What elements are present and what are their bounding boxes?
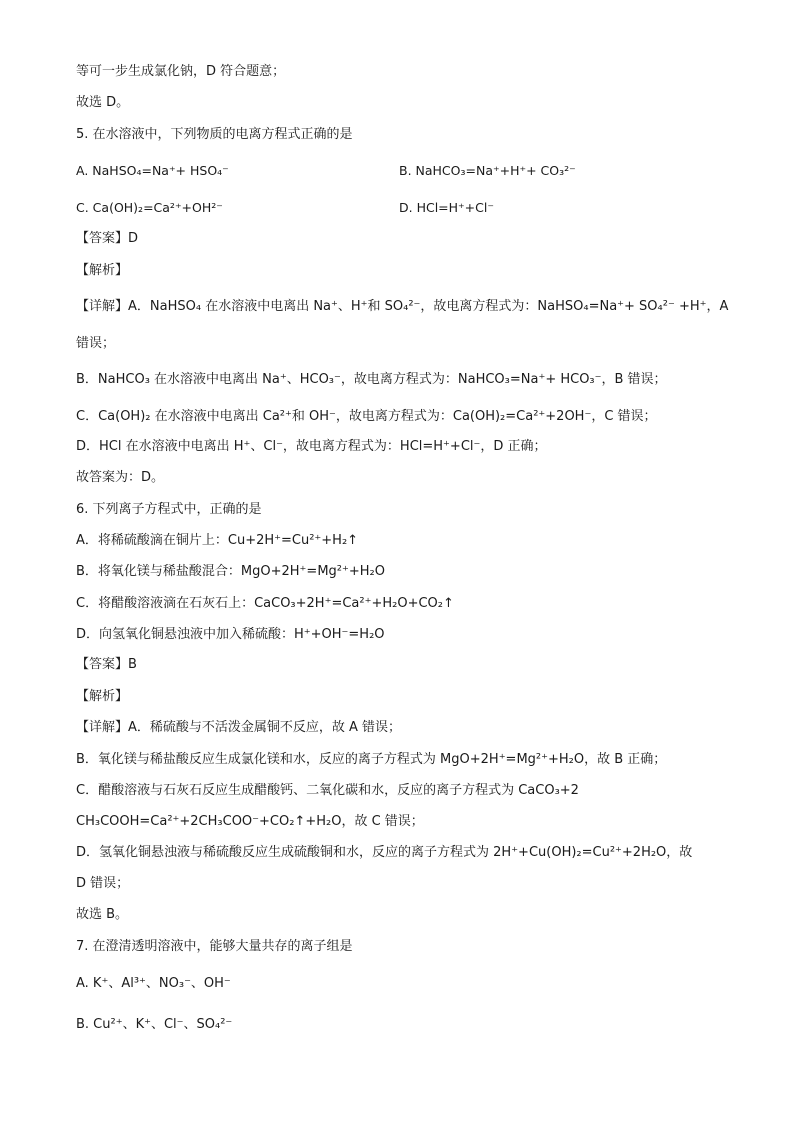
question-5-detail: 故答案为：D。 [76, 470, 165, 485]
question-7-option-a: A. K⁺、Al³⁺、NO₃⁻、OH⁻ [76, 976, 231, 991]
question-6-option-c: C．将醋酸溶液滴在石灰石上：CaCO₃+2H⁺=Ca²⁺+H₂O+CO₂↑ [76, 596, 454, 611]
question-6-detail: D．氢氧化铜悬浊液与稀硫酸反应生成硫酸铜和水，反应的离子方程式为 2H⁺+Cu(OH)₂=Cu²⁺+2H₂O，故 [76, 845, 693, 860]
question-6-option-d: D．向氢氧化铜悬浊液中加入稀硫酸：H⁺+OH⁻=H₂O [76, 627, 385, 642]
question-6-detail: D 错误； [76, 876, 130, 891]
question-7-stem: 7. 在澄清透明溶液中，能够大量共存的离子组是 [76, 939, 353, 954]
question-6-answer: 【答案】B [76, 657, 137, 672]
question-6-analysis-heading: 【解析】 [76, 689, 129, 704]
question-5-detail: D．HCl 在水溶液中电离出 H⁺、Cl⁻，故电离方程式为：HCl=H⁺+Cl⁻，D 正确； [76, 439, 547, 454]
question-5-detail: B．NaHCO₃ 在水溶液中电离出 Na⁺、HCO₃⁻，故电离方程式为：NaHCO₃=Na⁺+ HCO₃⁻，B 错误； [76, 372, 667, 387]
question-5-detail: C．Ca(OH)₂ 在水溶液中电离出 Ca²⁺和 OH⁻，故电离方程式为：Ca(OH)₂=Ca²⁺+2OH⁻，C 错误； [76, 409, 657, 424]
question-6-stem: 6. 下列离子方程式中，正确的是 [76, 502, 262, 517]
question-6-detail: C．醋酸溶液与石灰石反应生成醋酸钙、二氧化碳和水，反应的离子方程式为 CaCO₃+2 [76, 783, 579, 798]
question-6-option-b: B．将氧化镁与稀盐酸混合：MgO+2H⁺=Mg²⁺+H₂O [76, 564, 385, 579]
question-6-option-a: A．将稀硫酸滴在铜片上：Cu+2H⁺=Cu²⁺+H₂↑ [76, 533, 359, 548]
question-7-option-b: B. Cu²⁺、K⁺、Cl⁻、SO₄²⁻ [76, 1017, 233, 1032]
question-5-option-a: A. NaHSO₄=Na⁺+ HSO₄⁻ [76, 163, 229, 178]
question-5-stem: 5. 在水溶液中，下列物质的电离方程式正确的是 [76, 127, 353, 142]
question-5-option-d: D. HCl=H⁺+Cl⁻ [399, 200, 494, 215]
question-5-answer: 【答案】D [76, 231, 139, 246]
question-5-analysis-heading: 【解析】 [76, 263, 129, 278]
question-6-detail: 【详解】A．稀硫酸与不活泼金属铜不反应，故 A 错误； [76, 720, 402, 735]
question-5-detail: 错误； [76, 336, 116, 351]
text-line: 故选 D。 [76, 95, 130, 110]
question-6-detail: 故选 B。 [76, 907, 129, 922]
question-6-detail: B．氧化镁与稀盐酸反应生成氯化镁和水，反应的离子方程式为 MgO+2H⁺=Mg²⁺+H₂O，故 B 正确； [76, 752, 667, 767]
text-line: 等可一步生成氯化钠，D 符合题意； [76, 64, 286, 79]
question-5-detail: 【详解】A．NaHSO₄ 在水溶液中电离出 Na⁺、H⁺和 SO₄²⁻，故电离方程式为：NaHSO₄=Na⁺+ SO₄²⁻ +H⁺，A [76, 299, 729, 314]
question-5-option-c: C. Ca(OH)₂=Ca²⁺+OH²⁻ [76, 200, 223, 215]
question-5-option-b: B. NaHCO₃=Na⁺+H⁺+ CO₃²⁻ [399, 163, 576, 178]
question-6-detail: CH₃COOH=Ca²⁺+2CH₃COO⁻+CO₂↑+H₂O，故 C 错误； [76, 814, 424, 829]
